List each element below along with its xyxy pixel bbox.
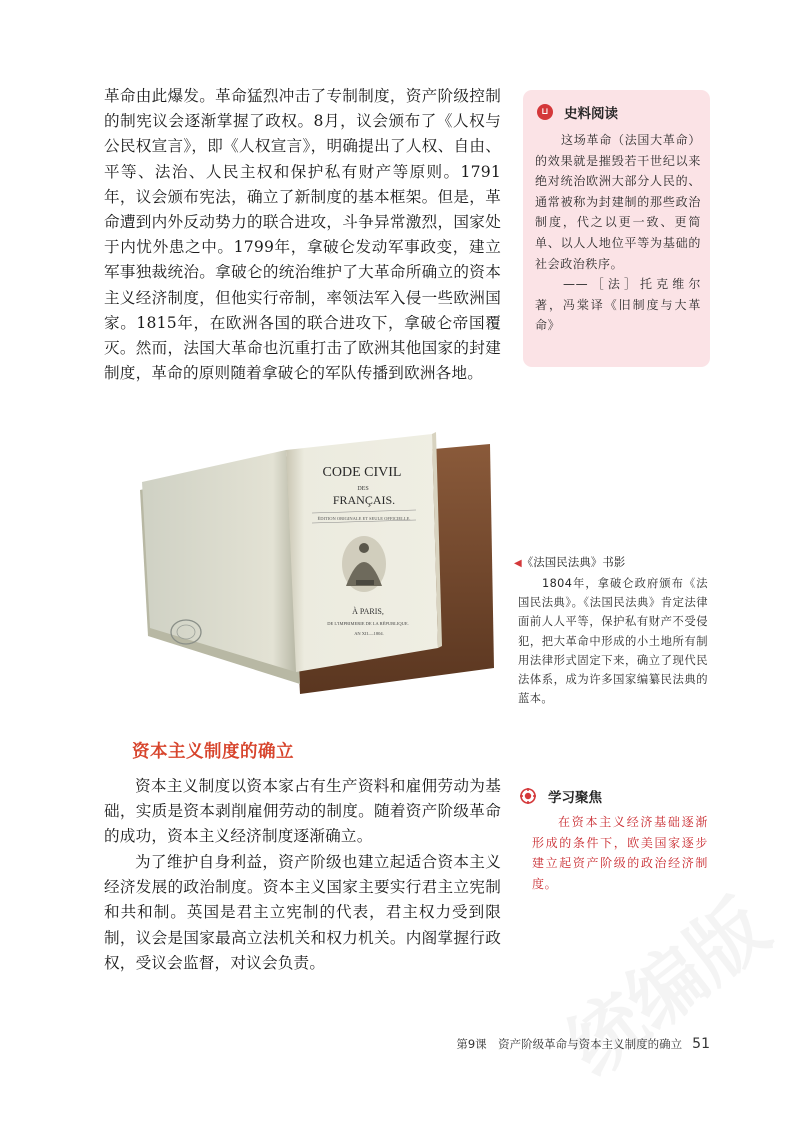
source-reading-text: [535, 130, 701, 336]
source-reading-box: [523, 90, 710, 367]
caption-title-text: 《法国民法典》书影: [521, 555, 626, 569]
source-citation: ——［法］托克维尔著，冯棠译《旧制度与大革命》: [535, 277, 701, 333]
page-footer: [456, 1036, 710, 1052]
learning-focus-header: [520, 786, 602, 806]
focus-target-icon: [520, 788, 536, 804]
book-icon: ⊔: [537, 104, 553, 120]
book-printer: DE L'IMPRIMERIE DE LA RÉPUBLIQUE.: [327, 621, 409, 626]
source-reading-header: [537, 102, 618, 122]
code-civil-book-photo: [140, 432, 496, 698]
body-paragraph: 资本主义制度以资本家占有生产资料和雇佣劳动为基础，实质是资本剥削雇佣劳动的制度。随着资产阶级革命的成功，资本主义经济制度逐渐确立。: [104, 777, 501, 846]
caption-marker-icon: ◀: [514, 558, 522, 569]
learning-focus-text: 在资本主义经济基础逐渐形成的条件下，欧美国家逐步建立起资产阶级的政治经济制度。: [532, 815, 708, 891]
book-title-des: DES: [357, 486, 369, 492]
body-paragraph: 为了维护自身利益，资产阶级也建立起适合资本主义经济发展的政治制度。资本主义国家主要实行君主立宪制和共和制。英国是君主立宪制的代表，君主权力受到限制，议会是国家最高立法机关和权力机关。内阁掌握行政权，受议会监督，对议会负责。: [104, 853, 501, 972]
book-city: À PARIS,: [352, 607, 384, 616]
footer-lesson-title: 第9课 资产阶级革命与资本主义制度的确立: [456, 1037, 683, 1051]
photo-caption-title: [514, 554, 625, 570]
source-reading-title: 史料阅读: [564, 106, 618, 122]
photo-caption-body: 1804年，拿破仑政府颁布《法国民法典》。《法国民法典》肯定法律面前人人平等，保护私有财产不受侵犯，把大革命中形成的小土地所有制用法律形式固定下来，确立了现代民法体系，成为许多国家编纂民法典的蓝本。: [518, 577, 708, 706]
learning-focus-title: 学习聚焦: [548, 790, 602, 806]
book-emblem: [342, 536, 386, 592]
book-edition: ÉDITION ORIGINALE ET SEULE OFFICIELLE.: [317, 516, 411, 521]
source-quote: 这场革命（法国大革命）的效果就是摧毁若干世纪以来绝对统治欧洲大部分人民的、通常被称为封建制的那些政治制度，代之以更一致、更简单、以人人地位平等为基础的社会政治秩序。: [535, 133, 701, 271]
body-paragraph: 革命由此爆发。革命猛烈冲击了专制制度，资产阶级控制的制宪议会逐渐掌握了政权。8月，议会颁布了《人权与公民权宣言》，即《人权宣言》，明确提出了人权、自由、平等、法治、人民主权和保护私有财产等原则。1791年，议会颁布宪法，确立了新制度的基本框架。但是，革命遭到内外反动势力的联合进攻，斗争异常激烈，国家处于内忧外患之中。1799年，拿破仑发动军事政变，建立军事独裁统治。拿破仑的统治维护了大革命所确立的资本主义经济制度，但他实行帝制，率领法军入侵一些欧洲国家。1815年，在欧洲各国的联合进攻下，拿破仑帝国覆灭。然而，法国大革命也沉重打击了欧洲其他国家的封建制度，革命的原则随着拿破仑的军队传播到欧洲各地。: [104, 87, 501, 383]
page-number: 51: [692, 1036, 710, 1052]
section-heading: 资本主义制度的确立: [132, 742, 294, 762]
watermark: [540, 870, 787, 1096]
book-title: CODE CIVIL: [322, 465, 402, 480]
book-year: AN XII.—1804.: [354, 631, 384, 636]
book-title-francais: FRANÇAIS.: [332, 493, 396, 507]
